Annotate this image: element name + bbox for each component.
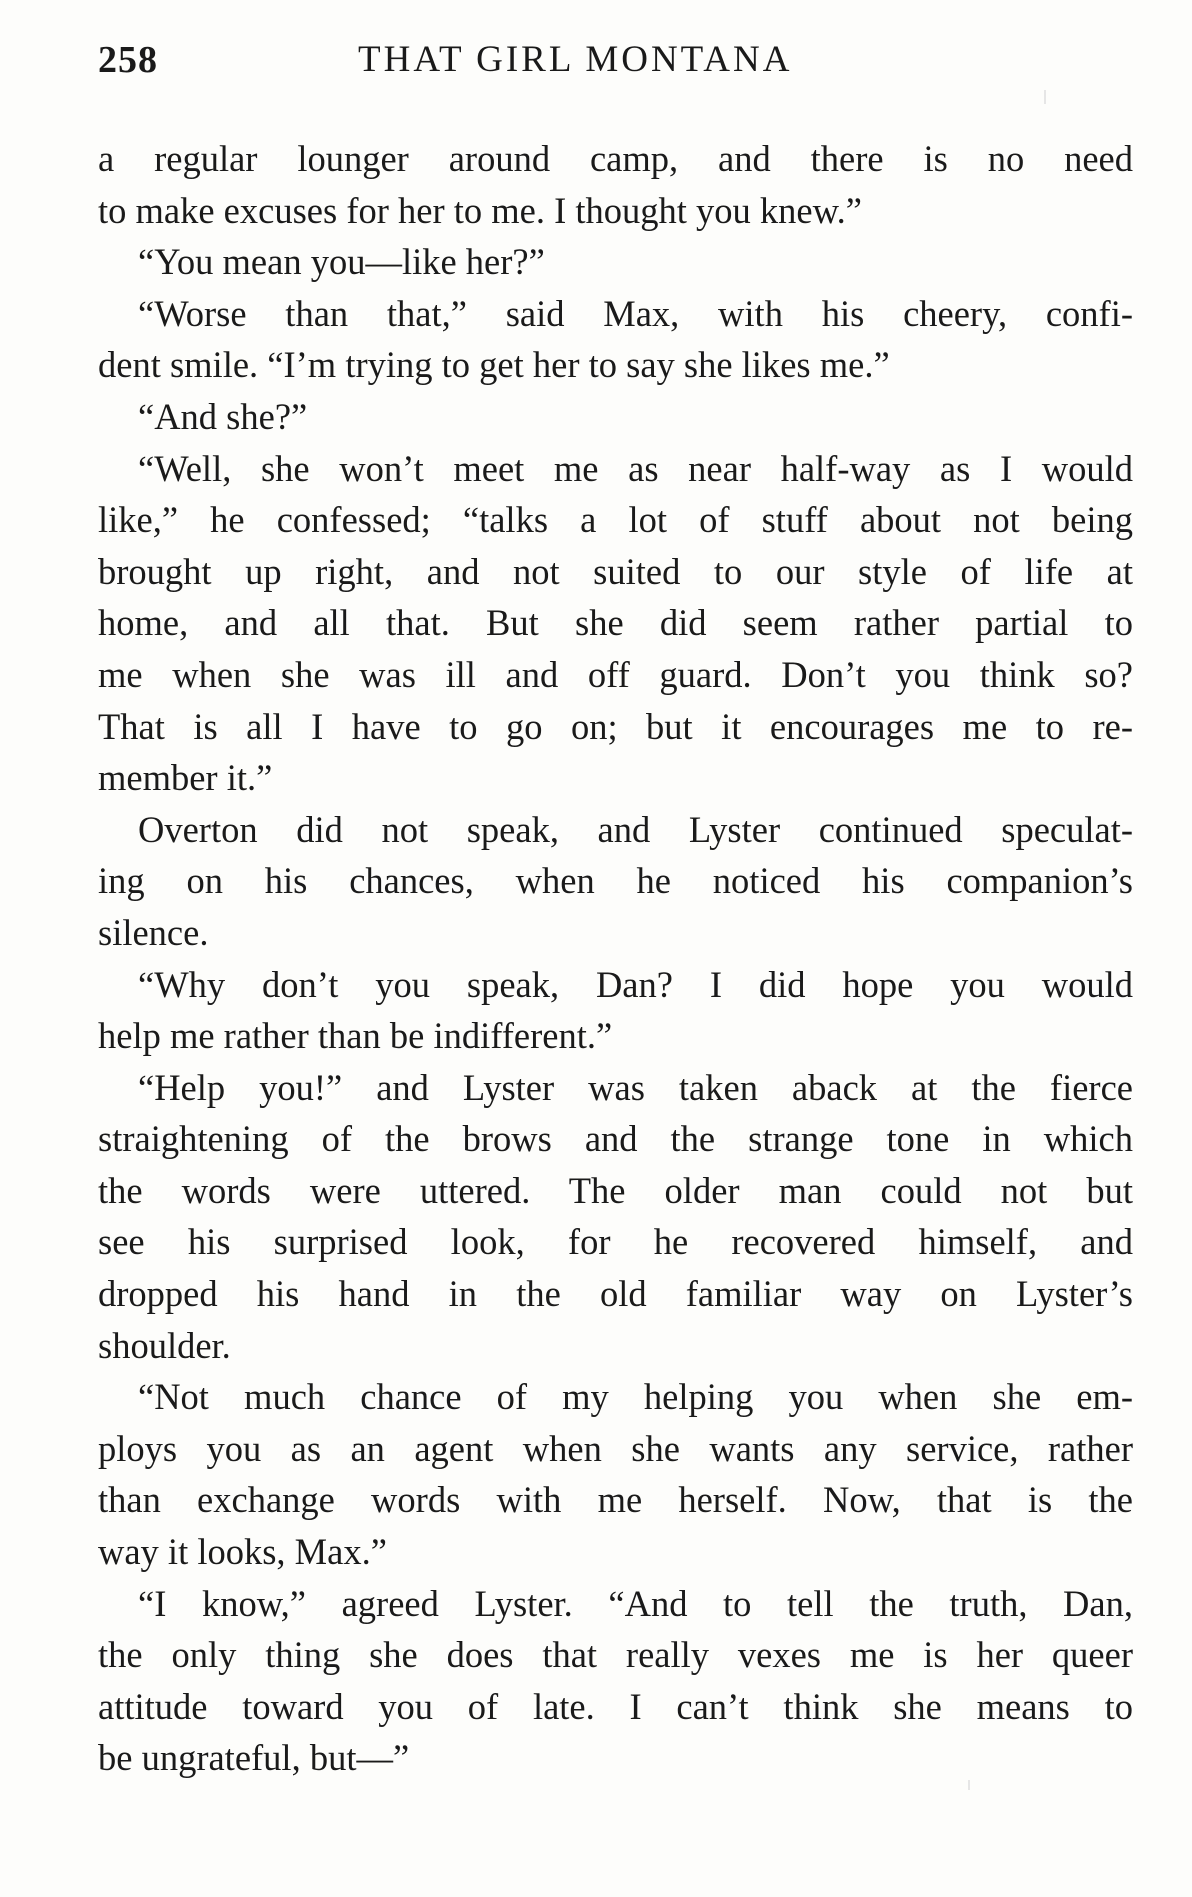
text-line: the words were uttered. The older man could not but (98, 1169, 1133, 1211)
text-line: ploys you as an agent when she wants any service, rather (98, 1427, 1133, 1469)
text-line: home, and all that. But she did seem rather partial to (98, 602, 1133, 644)
body-text (98, 133, 1133, 1784)
text-line: Overton did not speak, and Lyster continued speculat- (138, 808, 1133, 850)
text-line: member it.” (98, 757, 273, 799)
text-line: me when she was ill and off guard. Don’t you think so? (98, 653, 1133, 695)
text-line: “And she?” (138, 395, 308, 437)
scan-margin-mark (968, 1780, 970, 1790)
text-line: see his surprised look, for he recovered himself, and (98, 1221, 1133, 1263)
text-line: be ungrateful, but—” (98, 1737, 410, 1779)
text-line: “Not much chance of my helping you when she em- (138, 1376, 1133, 1418)
text-line: dropped his hand in the old familiar way on Lyster’s (98, 1273, 1133, 1315)
running-head (98, 38, 1133, 98)
text-line: help me rather than be indifferent.” (98, 1015, 613, 1057)
text-line: “Well, she won’t meet me as near half-way as I would (138, 447, 1133, 489)
text-line: shoulder. (98, 1324, 231, 1366)
text-line: “Why don’t you speak, Dan? I did hope you would (138, 963, 1133, 1005)
text-line: silence. (98, 911, 209, 953)
text-line: That is all I have to go on; but it encourages me to re- (98, 705, 1133, 747)
text-line: the only thing she does that really vexes me is her queer (98, 1634, 1133, 1676)
text-line: ing on his chances, when he noticed his companion’s (98, 860, 1133, 902)
text-line: than exchange words with me herself. Now, that is the (98, 1479, 1133, 1521)
running-title: THAT GIRL MONTANA (358, 39, 793, 80)
text-line: to make excuses for her to me. I thought you knew.” (98, 189, 862, 231)
text-line: “Worse than that,” said Max, with his cheery, confi- (138, 292, 1133, 334)
page-number: 258 (98, 39, 158, 81)
text-line: “Help you!” and Lyster was taken aback at the fierce (138, 1066, 1133, 1108)
text-line: “I know,” agreed Lyster. “And to tell the truth, Dan, (138, 1582, 1133, 1624)
text-line: way it looks, Max.” (98, 1531, 387, 1573)
text-line: dent smile. “I’m trying to get her to say she likes me.” (98, 344, 890, 386)
text-line: straightening of the brows and the strange tone in which (98, 1118, 1133, 1160)
text-line: brought up right, and not suited to our style of life at (98, 550, 1133, 592)
text-line: a regular lounger around camp, and there is no need (98, 138, 1133, 179)
text-line: “You mean you—like her?” (138, 241, 545, 283)
text-line: like,” he confessed; “talks a lot of stuff about not being (98, 499, 1133, 541)
scan-margin-mark (1044, 90, 1046, 104)
text-line: attitude toward you of late. I can’t think she means to (98, 1685, 1133, 1727)
